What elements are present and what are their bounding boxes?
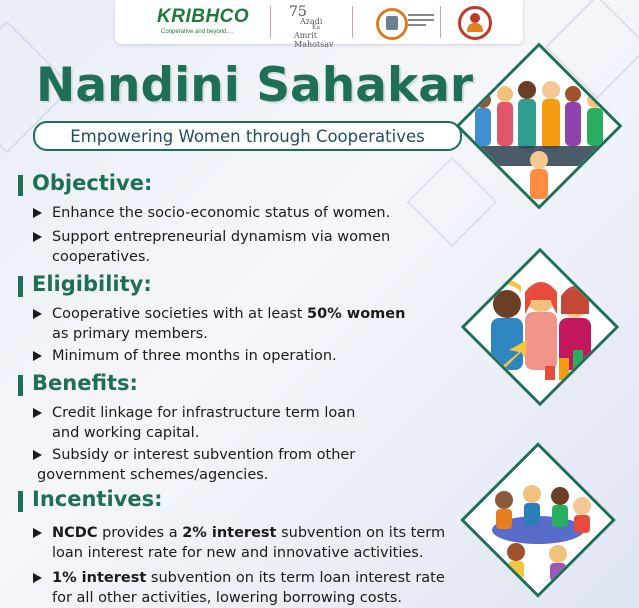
- bullet-text: cooperatives.: [52, 249, 151, 265]
- incentives-bullet-2: [52, 568, 445, 608]
- bullet-arrow-icon: [33, 208, 42, 218]
- kribhco-tagline: Cooperative and beyond....: [161, 29, 234, 35]
- bullet-text: Subsidy or interest subvention from other: [52, 447, 356, 463]
- bullet-arrow-icon: [33, 528, 42, 538]
- bullet-bold-text: 1% interest: [52, 570, 147, 586]
- objective-bar: [18, 175, 23, 196]
- eligibility-heading: Eligibility:: [32, 272, 152, 296]
- women-cooperative-logo-icon: [458, 6, 492, 40]
- women-meeting-illustration: [460, 442, 616, 598]
- incentives-bullet-1: [52, 523, 445, 563]
- bullet-text: Cooperative societies with at least: [52, 306, 308, 322]
- objective-bullet-1: [52, 203, 390, 223]
- bullet-arrow-icon: [33, 351, 42, 361]
- bullet-text: loan interest rate for new and innovative activities.: [52, 545, 424, 561]
- objective-bullet-2: [52, 227, 390, 267]
- azadi-ka-amrit-mahotsav-logo: [282, 4, 342, 49]
- bullet-arrow-icon: [33, 309, 42, 319]
- objective-heading: Objective:: [32, 171, 153, 195]
- kribhco-logo: KRIBHCO: [157, 6, 250, 27]
- incentives-heading: Incentives:: [32, 487, 163, 511]
- benefits-bullet-2: [37, 445, 356, 485]
- eligibility-bar: [18, 276, 23, 297]
- bullet-text: government schemes/agencies.: [37, 467, 269, 483]
- bullet-bold-text: 50% women: [307, 306, 406, 322]
- logo-separator: [270, 6, 271, 38]
- women-entrepreneurs-illustration: [461, 248, 619, 406]
- azadi-line1: Azadi: [300, 17, 323, 26]
- bullet-text: as primary members.: [52, 326, 208, 342]
- eligibility-bullet-1: [52, 304, 405, 344]
- bullet-text: Enhance the socio-economic status of women.: [52, 205, 391, 221]
- bullet-arrow-icon: [33, 232, 42, 242]
- bullet-text: provides a: [97, 525, 183, 541]
- bullet-text: subvention on its term loan interest rate: [146, 570, 445, 586]
- bullet-arrow-icon: [33, 408, 42, 418]
- bullet-text: Support entrepreneurial dynamism via women: [52, 229, 391, 245]
- bullet-text: Minimum of three months in operation.: [52, 348, 337, 364]
- eligibility-bullet-2: [52, 346, 337, 366]
- azadi-line2: Ka: [312, 24, 321, 31]
- benefits-bar: [18, 375, 23, 396]
- women-entrepreneurs-icon: [461, 248, 619, 406]
- women-meeting-icon: [460, 442, 616, 598]
- benefits-heading: Benefits:: [32, 371, 138, 395]
- bullet-arrow-icon: [33, 573, 42, 583]
- bullet-text: Credit linkage for infrastructure term loan: [52, 405, 356, 421]
- bullet-arrow-icon: [33, 450, 42, 460]
- azadi-line3: Amrit Mahotsav: [294, 31, 334, 49]
- emblem-text-lines: [408, 14, 434, 26]
- page-title: Nandini Sahakar: [36, 58, 474, 113]
- incentives-bar: [18, 491, 23, 512]
- azadi-number: 75: [289, 4, 307, 20]
- bullet-text: subvention on its term: [276, 525, 446, 541]
- bullet-bold-text: 2% interest: [182, 525, 277, 541]
- background-diamond: [407, 157, 498, 248]
- logo-separator: [440, 6, 441, 38]
- bullet-text: for all other activities, lowering borrowing costs.: [52, 590, 403, 606]
- benefits-bullet-1: [52, 403, 355, 443]
- bullet-text: and working capital.: [52, 425, 200, 441]
- cooperation-ministry-emblem-icon: [376, 8, 408, 40]
- logo-separator: [352, 6, 353, 38]
- subtitle-pill: Empowering Women through Cooperatives: [33, 121, 462, 151]
- bullet-bold-text: NCDC: [52, 525, 98, 541]
